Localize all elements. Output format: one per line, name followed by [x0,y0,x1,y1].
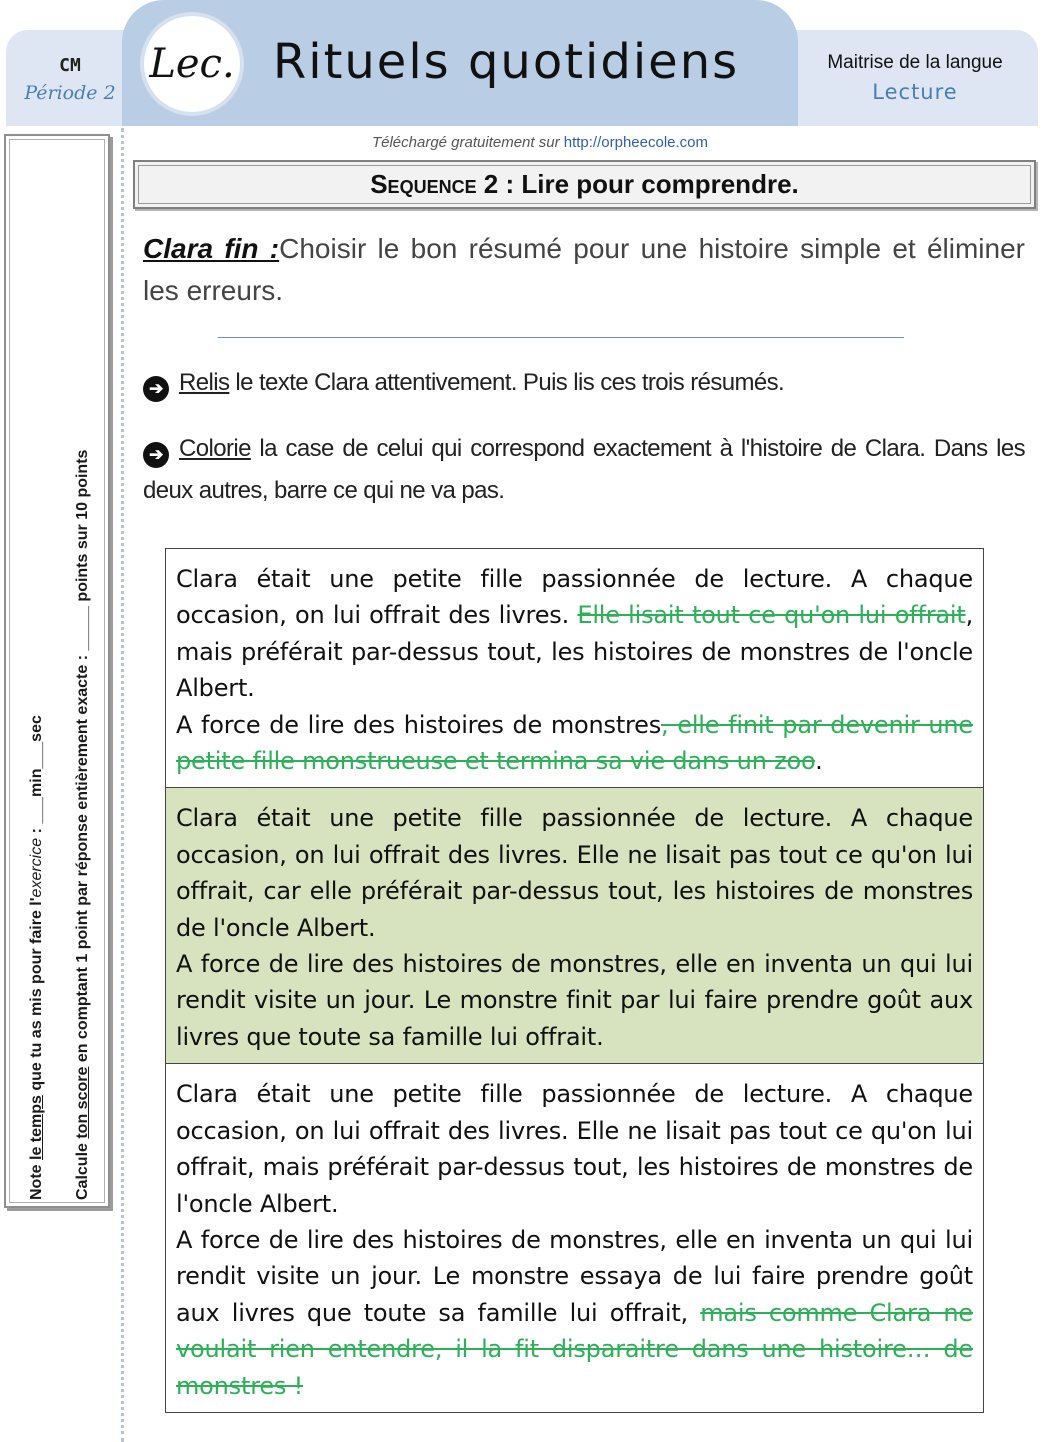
summary-3-paragraph-1: Clara était une petite fille passionnée de lecture. A chaque occasion, on lui offrait des livres. Elle ne lisait pas tout ce qu'on lui offrait, mais préférait par-dessus tout, les histoires de monstres de l'oncle Albert. [176,1080,973,1218]
instruction-1-text: le texte Clara attentivement. Puis lis ces trois résumés. [229,369,785,396]
strikethrough-correction: , elle finit par devenir une petite fille monstrueuse et termina sa vie dans un zoo [176,710,973,776]
domain-label: Maitrise de la langue [827,52,1003,73]
summary-1-paragraph-1: Clara était une petite fille passionnée de lecture. A chaque occasion, on lui offrait des livres. Elle lisait tout ce qu'on lui offrait, mais préférait par-dessus tout, les histoires de monstres de l'oncle Albert. [176,565,973,703]
sequence-label: Sequence 2 [370,169,499,199]
summary-2-paragraph-2: A force de lire des histoires de monstres, elle en inventa un qui lui rendit visite un jour. Le monstre finit par lui faire prendre goût aux livres que toute sa famille lui offrait. [176,950,973,1051]
margin-dotted-line [121,128,124,1442]
summary-2-paragraph-1: Clara était une petite fille passionnée de lecture. A chaque occasion, on lui offrait des livres. Elle ne lisait pas tout ce qu'on lui offrait, car elle préférait par-dessus tout, les histoires de monstres de l'oncle Albert. [176,804,973,942]
sequence-heading: : Lire pour comprendre. [498,169,799,199]
arrow-right-icon: ➔ [143,442,169,468]
summaries-table [165,548,984,1413]
time-instruction: Note le temps que tu as mis pour faire l'exercice : ___min___sec [28,715,45,1200]
instruction-1-verb: Relis [179,369,230,396]
subject-label: Lecture [872,80,958,104]
strikethrough-correction: Elle lisait tout ce qu'on lui offrait [577,601,966,630]
objective-label: Clara fin : [143,233,280,264]
instruction-2-verb: Colorie [179,435,251,462]
objective [143,228,1025,312]
header-right-tab [780,30,1038,126]
summary-3-paragraph-2: A force de lire des histoires de monstres, elle en inventa un qui lui rendit visite un jour. Le monstre essaya de lui faire prendre goût aux livres que toute sa famille lui offrait, mais comme Clara ne voulait rien entendre, il la fit disparaitre dans une histoire… de monstres ! [176,1225,973,1400]
level-label: CM [59,55,81,76]
download-credit: Téléchargé gratuitement sur http://orpheecole.com [371,134,709,151]
instruction-1 [143,362,1025,404]
summary-2-correct[interactable] [166,787,983,1063]
strikethrough-correction: mais comme Clara ne voulait rien entendre, il la fit disparaitre dans une histoire… de monstres ! [176,1298,973,1400]
objective-text: Choisir le bon résumé pour une histoire simple et éliminer les erreurs. [143,233,1025,306]
sequence-title-box [133,160,1036,209]
summary-3[interactable] [166,1063,983,1412]
instruction-2 [143,428,1025,512]
summary-1-paragraph-2: A force de lire des histoires de monstres, elle finit par devenir une petite fille monstrueuse et termina sa vie dans un zoo. [176,710,973,776]
logo-text: Lec. [149,41,235,87]
arrow-right-icon: ➔ [143,376,169,402]
score-instruction: Calcule ton score en comptant 1 point par réponse entièrement exacte : _____ points sur 10 points [74,449,91,1200]
instruction-2-text: la case de celui qui correspond exactement à l'histoire de Clara. Dans les deux autres, barre ce qui ne va pas. [143,435,1025,504]
download-url[interactable]: http://orpheecole.com [563,134,709,151]
sequence-title [370,169,799,200]
lecture-logo-icon [140,12,244,116]
page-title: Rituels quotidiens [272,34,740,90]
score-sidebar [4,134,110,1208]
period-label: Période 2 [24,82,116,104]
summary-1[interactable] [166,549,983,787]
separator-line [218,337,904,338]
